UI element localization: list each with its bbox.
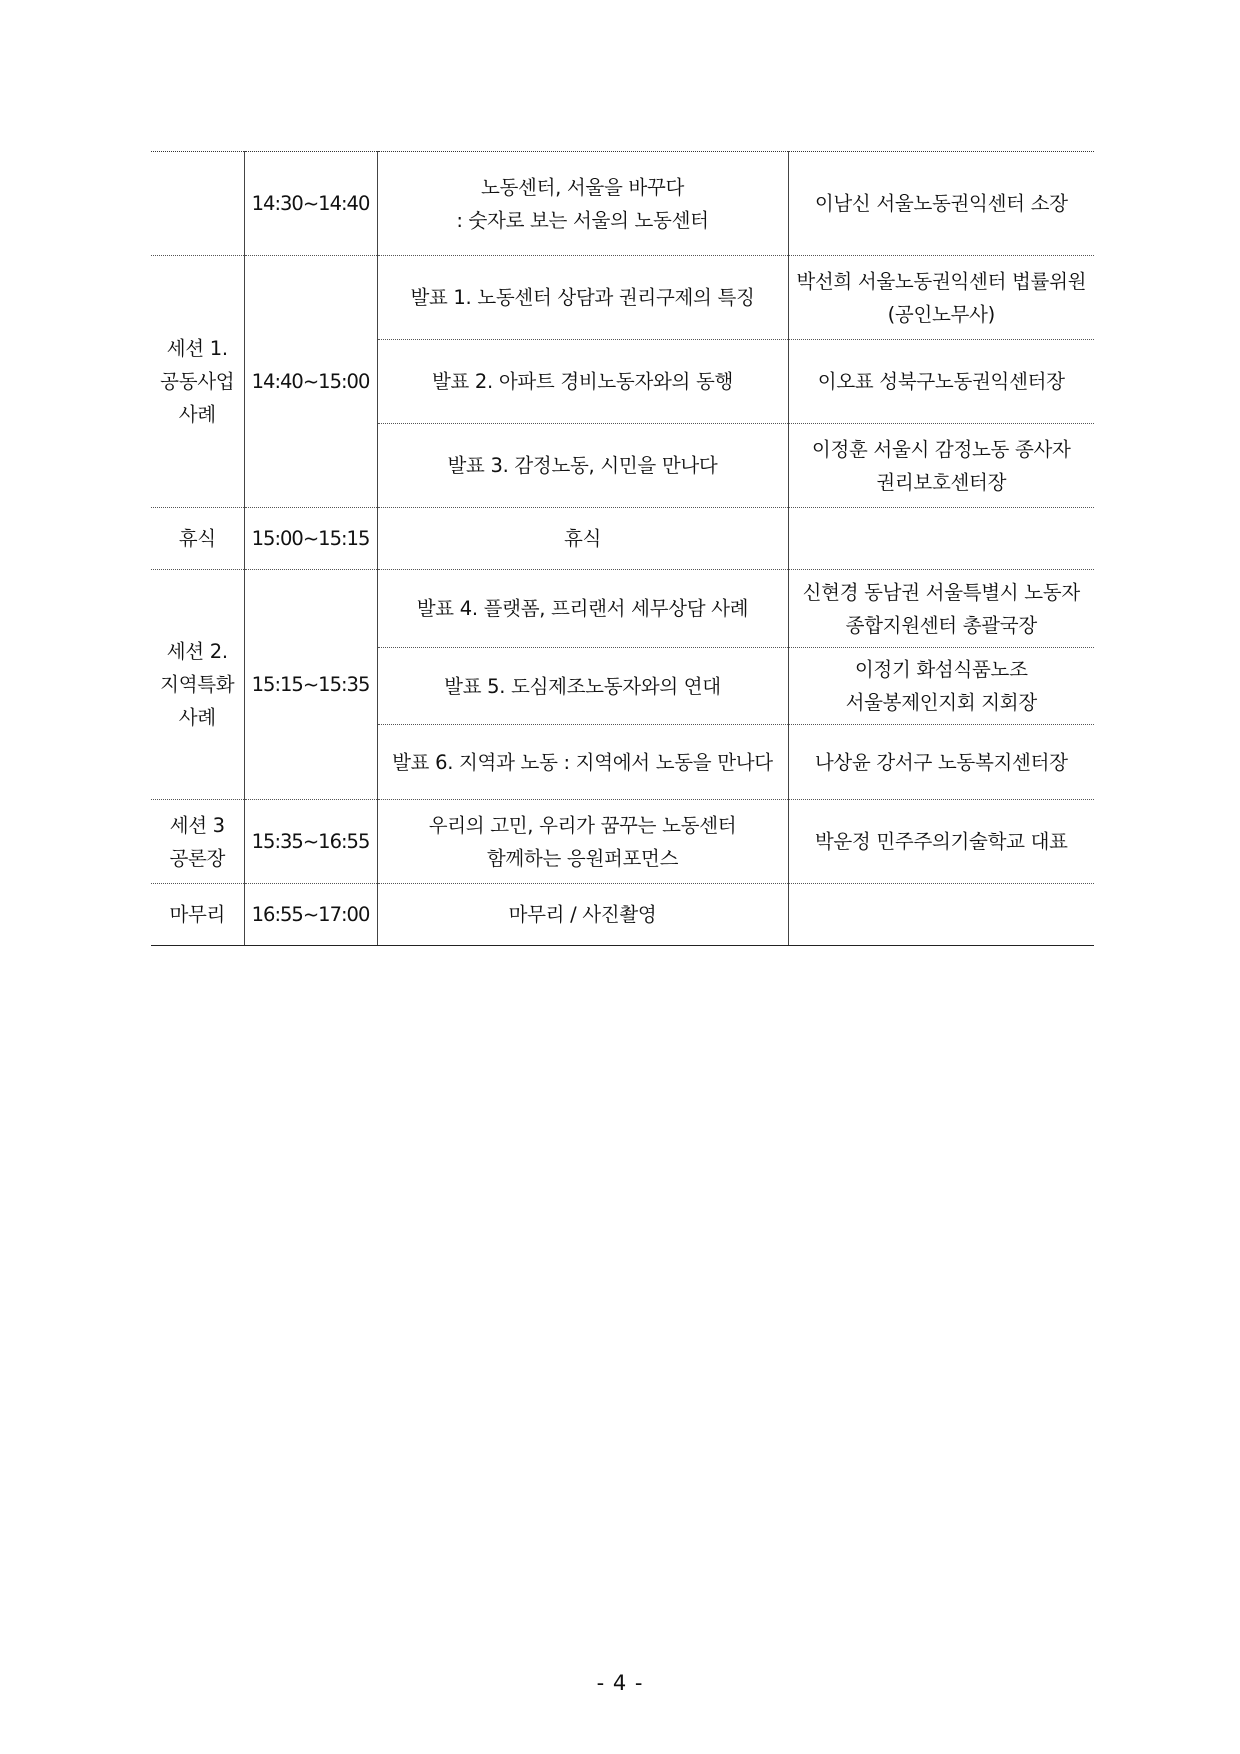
table-row [151, 884, 1094, 946]
speaker-line: 박선희 서울노동권익센터 법률위원 [796, 269, 1087, 293]
session-line: 공론장 [169, 846, 226, 870]
content-line: 휴식 [563, 527, 602, 550]
speaker-cell [788, 152, 1094, 256]
speaker-line: 신현경 동남권 서울특별시 노동자 [802, 580, 1080, 604]
session-label-cell [151, 800, 244, 884]
speaker-cell-empty [788, 884, 1094, 946]
session-line: 공동사업 [160, 370, 235, 393]
content-line: 발표 3. 감정노동, 시민을 만나다 [447, 454, 718, 477]
session-cell-empty [151, 152, 244, 256]
session-label-cell [151, 256, 244, 508]
content-cell [377, 570, 788, 648]
table-row [151, 800, 1094, 884]
speaker-line: 이남신 서울노동권익센터 소장 [814, 192, 1068, 215]
content-cell [377, 340, 788, 424]
speaker-cell [788, 725, 1094, 800]
content-line: 발표 5. 도심제조노동자와의 연대 [444, 674, 721, 698]
session-line: 사례 [178, 403, 216, 426]
session-label-cell [151, 570, 244, 800]
content-cell [377, 152, 788, 256]
program-schedule-table [151, 151, 1094, 946]
table-row [151, 570, 1094, 648]
content-cell [377, 725, 788, 800]
content-line: 우리의 고민, 우리가 꿈꾸는 노동센터 [428, 813, 737, 837]
content-cell [377, 884, 788, 946]
content-cell [377, 256, 788, 340]
time-cell: 15:35~16:55 [244, 800, 377, 884]
content-line: 함께하는 응원퍼포먼스 [486, 846, 679, 870]
content-line: 마무리 / 사진촬영 [508, 903, 657, 926]
time-cell: 16:55~17:00 [244, 884, 377, 946]
speaker-cell [788, 424, 1094, 508]
content-cell [377, 800, 788, 884]
content-line: 발표 4. 플랫폼, 프리랜서 세무상담 사례 [416, 597, 749, 620]
session-label-cell [151, 508, 244, 570]
speaker-cell [788, 340, 1094, 424]
content-line: 노동센터, 서울을 바꾸다 [480, 175, 685, 199]
speaker-line: 이정훈 서울시 감정노동 종사자 [811, 437, 1071, 461]
speaker-cell [788, 570, 1094, 648]
speaker-cell [788, 648, 1094, 725]
session-line: 지역특화 [160, 673, 235, 696]
session-line: 마무리 [169, 903, 226, 926]
session-line: 사례 [178, 706, 216, 729]
table-row [151, 508, 1094, 570]
content-line: 발표 6. 지역과 노동 : 지역에서 노동을 만나다 [392, 750, 773, 774]
speaker-cell [788, 800, 1094, 884]
time-cell: 15:00~15:15 [244, 508, 377, 570]
session-line: 세션 1. [166, 337, 228, 360]
speaker-line: 이정기 화섬식품노조 [854, 658, 1028, 681]
content-cell [377, 648, 788, 725]
speaker-line: 이오표 성북구노동권익센터장 [817, 370, 1065, 393]
content-line: 발표 2. 아파트 경비노동자와의 동행 [431, 370, 734, 393]
speaker-line: 나상윤 강서구 노동복지센터장 [814, 750, 1068, 774]
speaker-line: 권리보호센터장 [876, 470, 1007, 494]
session-line: 세션 3 [169, 813, 225, 837]
content-cell [377, 508, 788, 570]
speaker-line: 박운정 민주주의기술학교 대표 [814, 830, 1068, 853]
table-row [151, 152, 1094, 256]
speaker-line: (공인노무사) [887, 302, 995, 326]
speaker-cell-empty [788, 508, 1094, 570]
content-cell [377, 424, 788, 508]
table-row [151, 256, 1094, 340]
session-line: 세션 2. [166, 640, 228, 663]
session-label-cell [151, 884, 244, 946]
content-line: : 숫자로 보는 서울의 노동센터 [456, 208, 709, 232]
speaker-cell [788, 256, 1094, 340]
time-cell: 14:40~15:00 [244, 256, 377, 508]
session-line: 휴식 [178, 527, 216, 550]
speaker-line: 서울봉제인지회 지회장 [845, 691, 1037, 714]
time-cell: 15:15~15:35 [244, 570, 377, 800]
time-cell: 14:30~14:40 [244, 152, 377, 256]
content-line: 발표 1. 노동센터 상담과 권리구제의 특징 [410, 286, 755, 309]
page-number: - 4 - [596, 1671, 644, 1695]
speaker-line: 종합지원센터 총괄국장 [845, 613, 1037, 637]
